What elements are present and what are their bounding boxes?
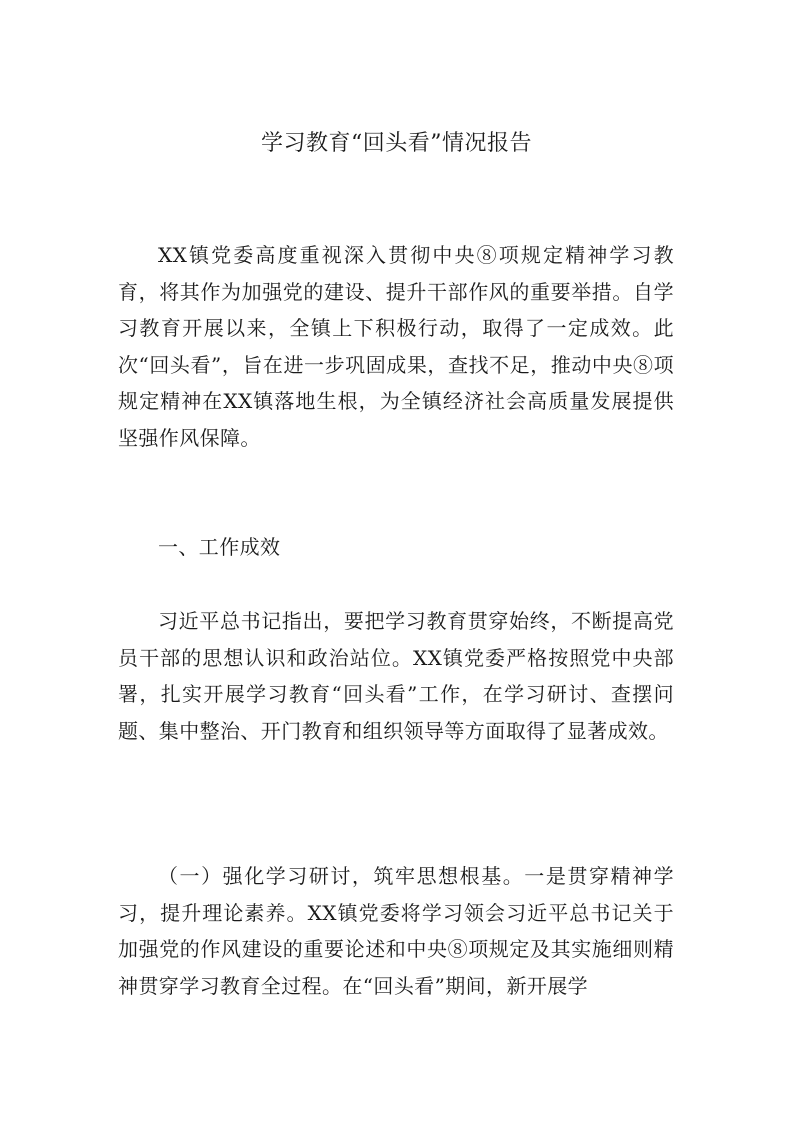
paragraph-study-discussion: （一）强化学习研讨，筑牢思想根基。一是贯穿精神学习，提升理论素养。XX镇党委将学习领会习近平总书记关于加强党的作风建设的重要论述和中央⑧项规定及其实施细则精神贯穿学习教育全过程。在“回头看”期间，新开展学 <box>118 864 674 998</box>
paragraph-work-results: 习近平总书记指出，要把学习教育贯穿始终，不断提高党员干部的思想认识和政治站位。XX镇党委严格按照党中央部署，扎实开展学习教育“回头看”工作，在学习研讨、查摆问题、集中整治、开门教育和组织领导等方面取得了显著成效。 <box>118 609 674 743</box>
section-heading-work-results: 一、工作成效 <box>158 535 281 559</box>
document-title: 学习教育“回头看”情况报告 <box>261 131 532 156</box>
paragraph-intro: XX镇党委高度重视深入贯彻中央⑧项规定精神学习教育，将其作为加强党的建设、提升干部作风的重要举措。自学习教育开展以来，全镇上下积极行动，取得了一定成效。此次“回头看”，旨在进一步巩固成果，查找不足，推动中央⑧项规定精神在XX镇落地生根，为全镇经济社会高质量发展提供坚强作风保障。 <box>118 243 674 450</box>
